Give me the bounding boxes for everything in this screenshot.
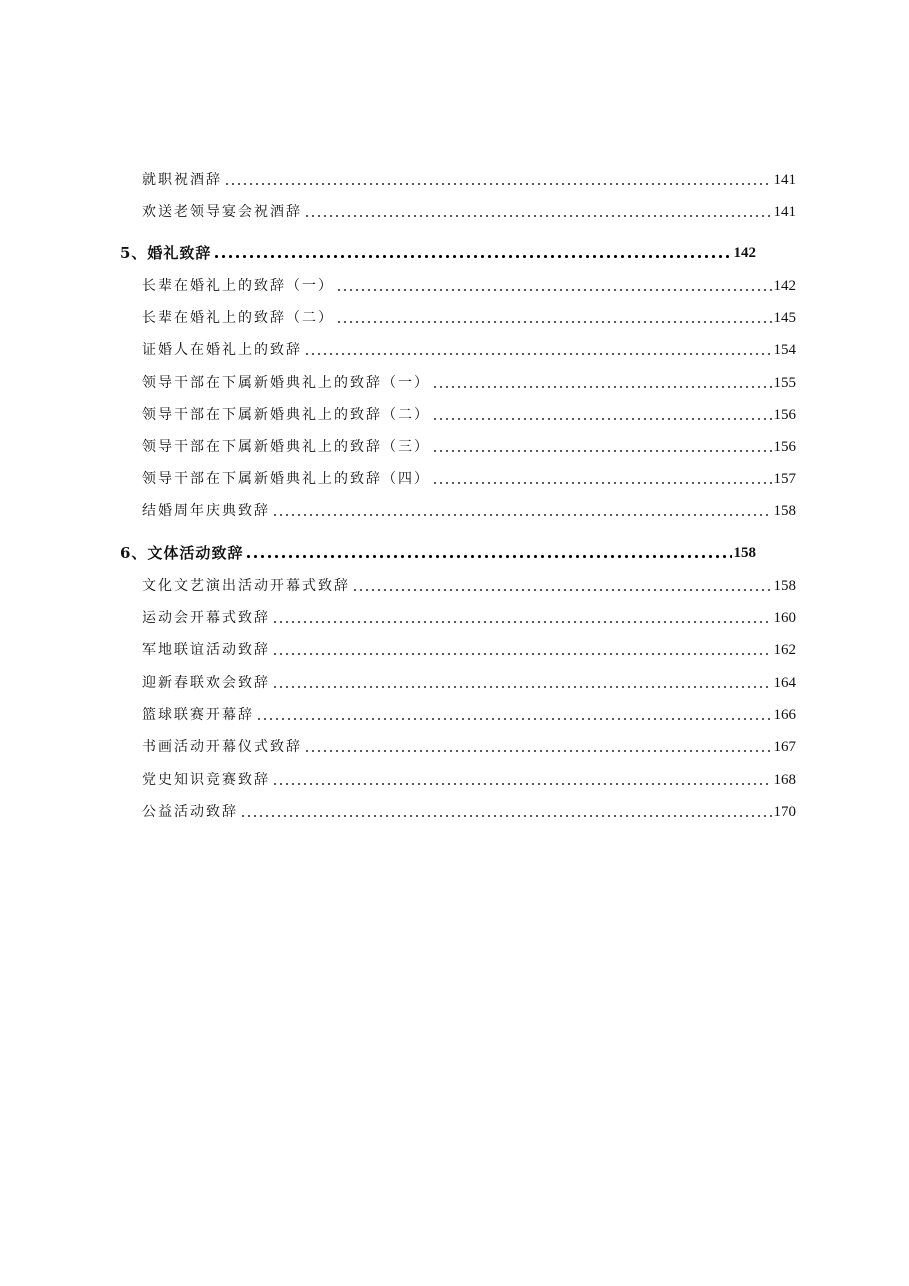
toc-entry-title: 就职祝酒辞 bbox=[142, 172, 222, 188]
toc-entry-title: 领导干部在下属新婚典礼上的致辞（一） bbox=[142, 375, 430, 391]
dot-leader bbox=[245, 547, 731, 559]
toc-page-number: 141 bbox=[773, 204, 796, 220]
toc-entry-title: 公益活动致辞 bbox=[142, 804, 238, 820]
toc-page-number: 160 bbox=[773, 610, 796, 626]
toc-entry-title: 欢送老领导宴会祝酒辞 bbox=[142, 204, 302, 220]
toc-entry-title: 结婚周年庆典致辞 bbox=[142, 503, 270, 519]
toc-entry[interactable] bbox=[142, 704, 796, 726]
toc-entry-title: 长辈在婚礼上的致辞（一） bbox=[142, 278, 334, 294]
toc-entry[interactable] bbox=[142, 500, 796, 522]
toc-page-number: 170 bbox=[773, 804, 796, 820]
toc-entry[interactable] bbox=[142, 575, 796, 597]
dot-leader bbox=[304, 206, 772, 218]
dot-leader bbox=[256, 709, 772, 721]
toc-section-title: 5、婚礼致辞 bbox=[120, 244, 212, 262]
toc-page-number: 158 bbox=[733, 545, 756, 561]
toc-entry[interactable] bbox=[142, 169, 796, 191]
toc-entry[interactable] bbox=[142, 201, 796, 223]
dot-leader bbox=[304, 344, 772, 356]
dot-leader bbox=[272, 505, 772, 517]
dot-leader bbox=[432, 409, 772, 421]
toc-entry-title: 证婚人在婚礼上的致辞 bbox=[142, 342, 302, 358]
toc-entry-title: 领导干部在下属新婚典礼上的致辞（三） bbox=[142, 439, 430, 455]
dot-leader bbox=[272, 677, 772, 689]
toc-entry[interactable] bbox=[142, 607, 796, 629]
dot-leader bbox=[224, 174, 772, 186]
toc-entry[interactable] bbox=[142, 801, 796, 823]
toc-page-number: 154 bbox=[773, 342, 796, 358]
toc-page-number: 167 bbox=[773, 739, 796, 755]
toc-page-number: 142 bbox=[733, 245, 756, 261]
toc-entry-title: 党史知识竞赛致辞 bbox=[142, 772, 270, 788]
toc-page-number: 162 bbox=[773, 642, 796, 658]
dot-leader bbox=[272, 612, 772, 624]
toc-entry-title: 迎新春联欢会致辞 bbox=[142, 675, 270, 691]
dot-leader bbox=[336, 280, 772, 292]
dot-leader bbox=[432, 473, 772, 485]
toc-entry[interactable] bbox=[142, 736, 796, 758]
toc-page-number: 164 bbox=[773, 675, 796, 691]
dot-leader bbox=[336, 312, 772, 324]
toc-entry-title: 长辈在婚礼上的致辞（二） bbox=[142, 310, 334, 326]
toc-entry-title: 运动会开幕式致辞 bbox=[142, 610, 270, 626]
toc-page-number: 157 bbox=[773, 471, 796, 487]
toc-page-number: 142 bbox=[773, 278, 796, 294]
toc-page-number: 158 bbox=[773, 503, 796, 519]
toc-entry[interactable] bbox=[142, 275, 796, 297]
toc-entry-title: 领导干部在下属新婚典礼上的致辞（四） bbox=[142, 471, 430, 487]
toc-page-number: 158 bbox=[773, 578, 796, 594]
toc-section-title: 6、文体活动致辞 bbox=[120, 544, 244, 562]
dot-leader bbox=[304, 741, 772, 753]
toc-entry[interactable] bbox=[142, 339, 796, 361]
dot-leader bbox=[432, 441, 772, 453]
toc-section-heading[interactable] bbox=[120, 542, 756, 564]
toc-entry-title: 军地联谊活动致辞 bbox=[142, 642, 270, 658]
dot-leader bbox=[272, 644, 772, 656]
toc-page-number: 155 bbox=[773, 375, 796, 391]
toc-page-number: 166 bbox=[773, 707, 796, 723]
toc-page-number: 168 bbox=[773, 772, 796, 788]
toc-page-number: 156 bbox=[773, 407, 796, 423]
toc-page-number: 145 bbox=[773, 310, 796, 326]
toc-entry-title: 书画活动开幕仪式致辞 bbox=[142, 739, 302, 755]
toc-entry[interactable] bbox=[142, 468, 796, 490]
toc-entry[interactable] bbox=[142, 436, 796, 458]
toc-entry-title: 领导干部在下属新婚典礼上的致辞（二） bbox=[142, 407, 430, 423]
dot-leader bbox=[240, 806, 772, 818]
dot-leader bbox=[352, 580, 772, 592]
dot-leader bbox=[432, 377, 772, 389]
toc-entry[interactable] bbox=[142, 639, 796, 661]
toc-entry-title: 篮球联赛开幕辞 bbox=[142, 707, 254, 723]
toc-entry[interactable] bbox=[142, 372, 796, 394]
toc-entry-title: 文化文艺演出活动开幕式致辞 bbox=[142, 578, 350, 594]
toc-entry[interactable] bbox=[142, 404, 796, 426]
dot-leader bbox=[213, 247, 731, 259]
dot-leader bbox=[272, 774, 772, 786]
toc-page-number: 141 bbox=[773, 172, 796, 188]
toc-entry[interactable] bbox=[142, 769, 796, 791]
toc-page-number: 156 bbox=[773, 439, 796, 455]
toc-entry[interactable] bbox=[142, 672, 796, 694]
toc-entry[interactable] bbox=[142, 307, 796, 329]
toc-section-heading[interactable] bbox=[120, 242, 756, 264]
